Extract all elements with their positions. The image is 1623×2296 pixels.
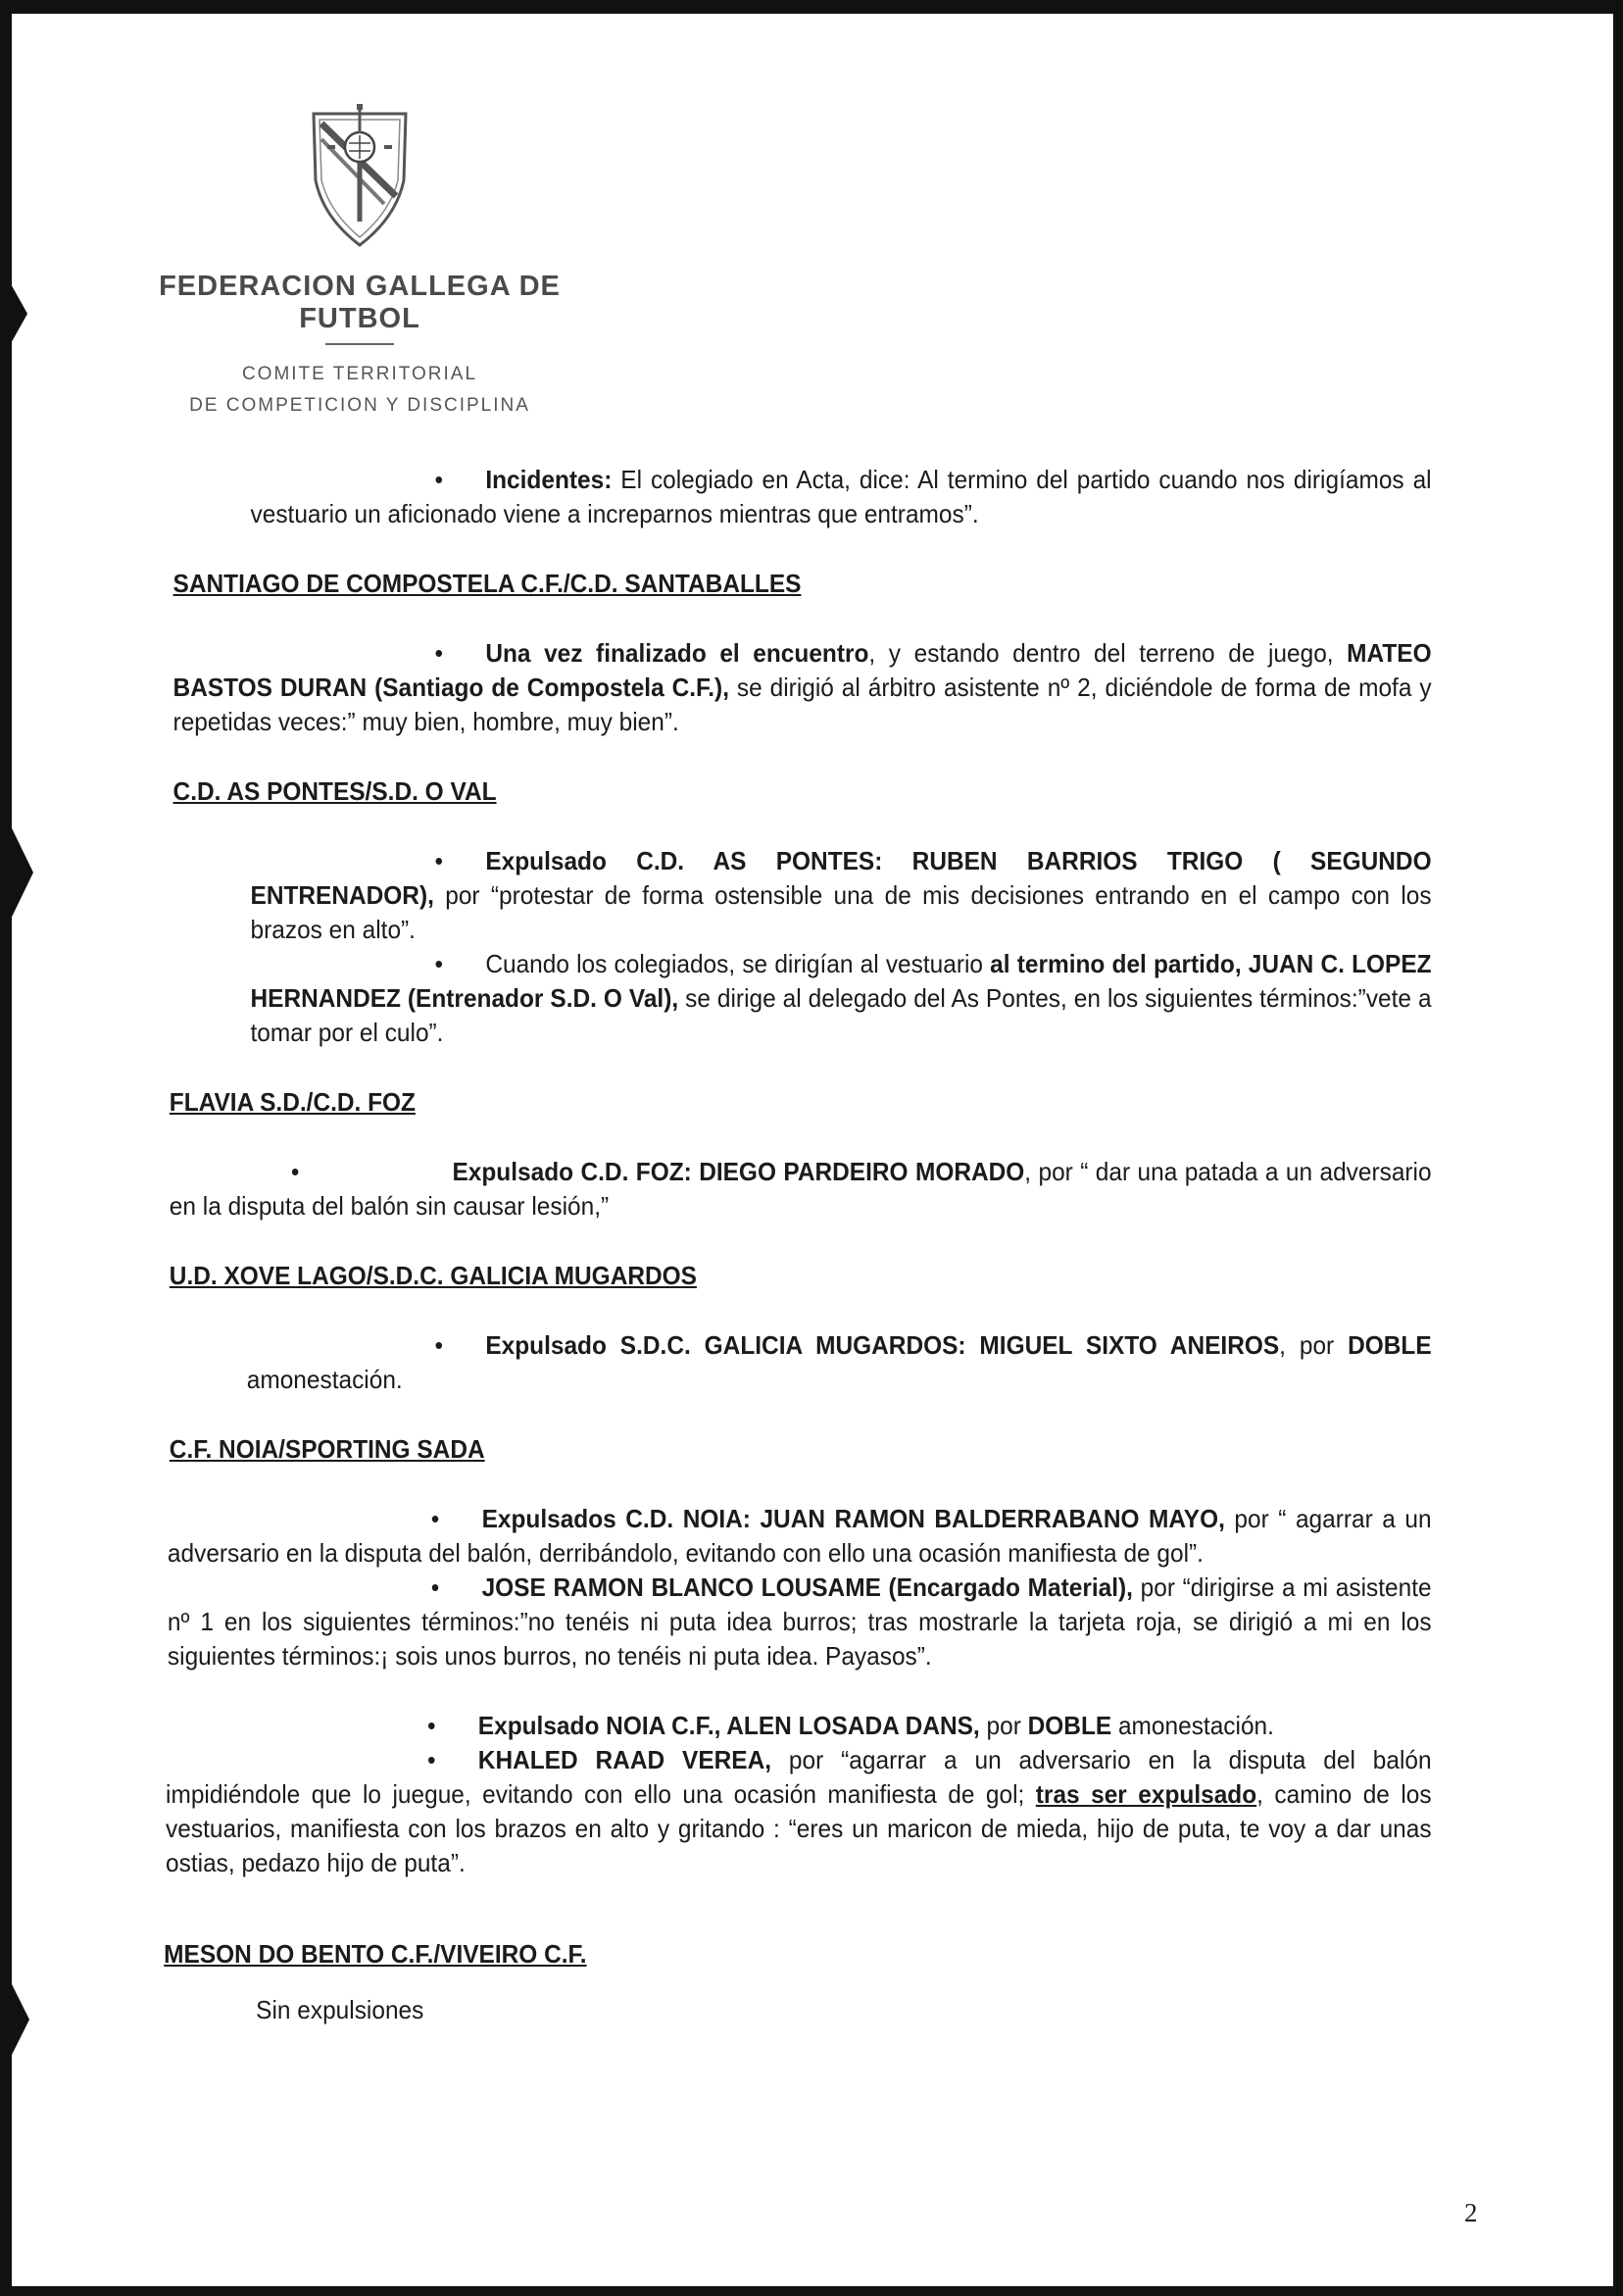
xove-lago-bold: Expulsado S.D.C. GALICIA MUGARDOS: MIGUEL SIXTO ANEIROS (485, 1330, 1280, 1360)
flavia-text: , por “ dar una patada a un adversario en la disputa del balón sin causar lesión,” (169, 1157, 1432, 1221)
bullet-icon: • (430, 1572, 440, 1602)
noia-bold-4: KHALED RAAD VEREA, (477, 1745, 772, 1774)
bullet-icon: • (427, 1711, 436, 1740)
noia-bold-1: Expulsados C.D. NOIA: JUAN RAMON BALDERRABANO MAYO, (481, 1504, 1225, 1533)
section-heading-xove-lago: U.D. XOVE LAGO/S.D.C. GALICIA MUGARDOS (169, 1261, 697, 1290)
document-body (164, 463, 1432, 2027)
document-page (12, 14, 1613, 2286)
noia-paragraph-1 (168, 1502, 1432, 1571)
santiago-text-2: se dirigió al árbitro asistente nº 2, diciéndole de forma de mofa y repetidas veces:” muy bien, hombre, muy bien”. (172, 673, 1432, 736)
xove-lago-text-1: , por (1279, 1330, 1349, 1360)
federation-shield-logo (306, 102, 414, 249)
section-heading-santiago: SANTIAGO DE COMPOSTELA C.F./C.D. SANTABALLES (172, 569, 802, 598)
bullet-icon: • (430, 1504, 440, 1533)
santiago-paragraph (173, 636, 1432, 739)
scan-edge-mark (0, 1961, 29, 2078)
noia-paragraph-4 (166, 1743, 1432, 1880)
noia-text-4: por “agarrar a un adversario en la disputa del balón impidiéndole que lo juegue, evitando con ello una ocasión manifiesta de gol; (166, 1745, 1432, 1809)
bullet-icon: • (290, 1157, 300, 1186)
santiago-bold-1: Una vez finalizado el encuentro (485, 638, 869, 668)
xove-lago-text-2: amonestación. (246, 1365, 403, 1394)
as-pontes-bold-2: al termino del partido, JUAN C. LOPEZ HERNANDEZ (Entrenador S.D. O Val), (250, 949, 1432, 1013)
bullet-icon: • (434, 846, 444, 875)
noia-bold-underlined: tras ser expulsado (1035, 1779, 1257, 1809)
xove-lago-bold-2: DOBLE (1348, 1330, 1432, 1360)
committee-line-1: COMITE TERRITORIAL (241, 364, 478, 384)
federation-name: FEDERACION GALLEGA DE FUTBOL (159, 271, 561, 334)
section-heading-meson: MESON DO BENTO C.F./VIVEIRO C.F. (164, 1939, 587, 1969)
incidents-label: Incidentes: (485, 465, 613, 494)
flavia-paragraph (170, 1155, 1432, 1223)
noia-text-4b: , camino de los vestuarios, manifiesta con los brazos en alto y gritando : “eres un maricon de mieda, hijo de puta, te voy a dar unas ostias, pedazo hijo de puta”. (166, 1779, 1432, 1877)
letterhead (129, 102, 590, 422)
section-heading-as-pontes: C.D. AS PONTES/S.D. O VAL (172, 776, 497, 806)
noia-text-3: por (979, 1711, 1028, 1740)
section-heading-noia: C.F. NOIA/SPORTING SADA (169, 1434, 485, 1464)
page-number: 2 (1464, 2198, 1478, 2227)
noia-text-1: por “ agarrar a un adversario en la disputa del balón, derribándolo, evitando con ello una ocasión manifiesta de gol”. (167, 1504, 1432, 1568)
bullet-icon: • (427, 1745, 436, 1774)
scan-edge-mark (0, 804, 33, 941)
as-pontes-paragraph-1 (251, 844, 1432, 947)
bullet-icon: • (434, 1330, 444, 1360)
noia-text-3b: amonestación. (1111, 1711, 1274, 1740)
santiago-bold-2: MATEO BASTOS DURAN (Santiago de Compostela C.F.), (172, 638, 1432, 702)
as-pontes-text-2: Cuando los colegiados, se dirigían al vestuario (485, 949, 991, 978)
noia-bold-3b: DOBLE (1027, 1711, 1112, 1740)
xove-lago-paragraph (247, 1328, 1432, 1397)
noia-bold-3: Expulsado NOIA C.F., ALEN LOSADA DANS, (477, 1711, 980, 1740)
scan-edge-mark (0, 265, 27, 363)
section-heading-flavia: FLAVIA S.D./C.D. FOZ (169, 1087, 416, 1117)
santiago-text-1: , y estando dentro del terreno de juego, (868, 638, 1348, 668)
bullet-icon: • (434, 949, 444, 978)
as-pontes-bold-1: Expulsado C.D. AS PONTES: RUBEN BARRIOS TRIGO ( SEGUNDO ENTRENADOR), (250, 846, 1432, 910)
incidents-paragraph (251, 463, 1432, 531)
incidents-text: El colegiado en Acta, dice: Al termino del partido cuando nos dirigíamos al vestuario un aficionado viene a increparnos mientras que entramos”. (250, 465, 1432, 528)
noia-bold-2: JOSE RAMON BLANCO LOUSAME (Encargado Material), (481, 1572, 1133, 1602)
as-pontes-text-3: se dirige al delegado del As Pontes, en los siguientes términos:”vete a tomar por el culo”. (250, 983, 1432, 1047)
noia-paragraph-2 (168, 1571, 1432, 1673)
flavia-bold: Expulsado C.D. FOZ: DIEGO PARDEIRO MORADO (452, 1157, 1025, 1186)
bullet-icon: • (434, 465, 444, 494)
committee-line-2: DE COMPETICION Y DISCIPLINA (189, 395, 530, 416)
noia-text-2: por “dirigirse a mi asistente nº 1 en los siguientes términos:”no tenéis ni puta idea burros; tras mostrarle la tarjeta roja, se dirigió a mi en los siguientes términos:¡ sois unos burros, no tenéis ni puta idea. Payasos”. (167, 1572, 1432, 1671)
bullet-icon: • (434, 638, 444, 668)
as-pontes-text-1: por “protestar de forma ostensible una de mis decisiones entrando en el campo con los brazos en alto”. (250, 880, 1432, 944)
header-divider (325, 343, 394, 345)
as-pontes-paragraph-2 (251, 947, 1432, 1050)
meson-text: Sin expulsiones (256, 1995, 424, 2024)
noia-paragraph-3 (166, 1709, 1432, 1743)
